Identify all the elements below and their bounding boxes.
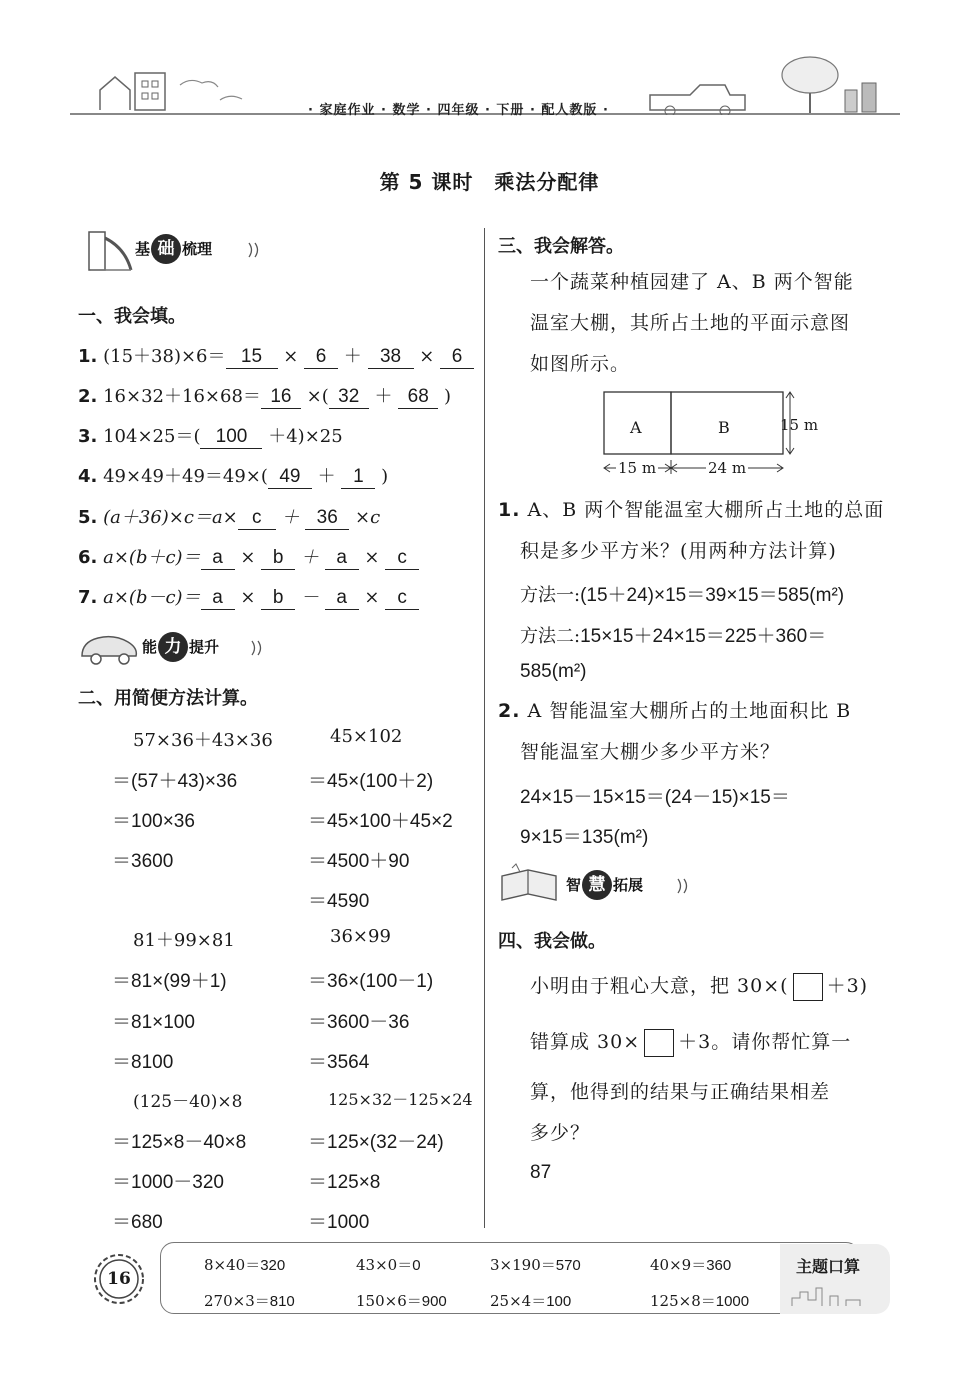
badge-basic-pre: 基 (135, 240, 151, 258)
fill-item-6: 6. a×(b＋c)＝ a × b ＋ a × c (78, 543, 419, 570)
answer-blank[interactable]: c (385, 547, 419, 570)
badge-basic-post: 梳理 (182, 240, 213, 258)
answer-blank[interactable]: 15 (226, 346, 278, 369)
fill-item-4: 4. 49×49＋49＝49×( 49 ＋ 1 ) (78, 466, 389, 487)
calc-step: ＝3600 (112, 851, 174, 872)
answer-blank[interactable]: 49 (268, 466, 312, 489)
fill-item-1: 1. (15＋38)×6＝ 15 × 6 ＋ 38 × 6 (78, 342, 474, 369)
answer-blank[interactable]: 68 (398, 386, 438, 409)
calc-step: ＝45×100＋45×2 (308, 811, 453, 832)
calc-step: ＝4500＋90 (308, 851, 410, 872)
badge-ability-post: 提升 (189, 638, 220, 656)
mental-math-item: 3×190＝570 (490, 1256, 581, 1274)
slide-illustration (85, 228, 135, 274)
calc-step: ＝81×(99＋1) (112, 971, 227, 992)
answer-blank[interactable]: 100 (200, 426, 262, 449)
calc-problem: (125－40)×8 (133, 1092, 243, 1112)
part3-intro-line: 一个蔬菜种植园建了 A、B 两个智能 (530, 271, 854, 293)
calc-step: ＝36×(100－1) (308, 971, 434, 992)
calc-step: ＝125×8－40×8 (112, 1132, 247, 1153)
answer-blank[interactable]: 6 (304, 346, 338, 369)
basic-section-badge (85, 228, 275, 268)
q1-method1: 方法一:(15＋24)×15＝39×15＝585(m²) (520, 585, 845, 606)
q1-method2: 方法二:15×15＋24×15＝225＋360＝ (520, 626, 827, 647)
calc-problem: 57×36＋43×36 (133, 730, 273, 751)
column-divider (484, 228, 485, 1228)
part4-line1: 小明由于粗心大意，把 30×( ＋3) (530, 966, 868, 1007)
badge-ability-big: 力 (158, 632, 188, 662)
mental-math-item: 40×9＝360 (650, 1256, 732, 1274)
mental-math-item: 43×0＝0 (356, 1256, 421, 1274)
part3-intro-line: 如图所示。 (530, 353, 631, 375)
calc-step: ＝1000 (308, 1212, 370, 1233)
answer-blank[interactable]: c (385, 587, 419, 610)
fill-item-5: 5. (a＋36)×c＝a× c ＋ 36 ×c (78, 507, 381, 528)
page-header (70, 55, 900, 135)
car-illustration (78, 628, 140, 668)
mental-math-item: 125×8＝1000 (650, 1292, 750, 1310)
q2-text: 2. A 智能温室大棚所占的土地面积比 B (498, 700, 852, 722)
q2-answer: 9×15＝135(m²) (520, 827, 649, 848)
badge-wisdom-post: 拓展 (613, 876, 644, 894)
part2-heading: 二、用简便方法计算。 (78, 688, 258, 709)
q1-text: 1. A、B 两个智能温室大棚所占土地的总面 (498, 499, 885, 521)
part4-heading: 四、我会做。 (498, 931, 606, 952)
figure-width-b: 24 m (708, 459, 747, 477)
calc-step: ＝45×(100＋2) (308, 771, 434, 792)
part4-line2: 错算成 30× ＋3。请你帮忙算一 (530, 1022, 851, 1063)
ability-section-badge (78, 626, 278, 666)
calc-step: ＝1000－320 (112, 1172, 224, 1193)
part4-answer: 87 (530, 1162, 552, 1183)
answer-blank[interactable]: 16 (261, 386, 301, 409)
answer-blank[interactable]: b (261, 587, 295, 610)
mental-math-item: 270×3＝810 (204, 1292, 295, 1310)
answer-blank[interactable]: a (325, 587, 359, 610)
sound-wave-icon (248, 638, 268, 658)
calc-step: ＝125×(32－24) (308, 1132, 444, 1153)
mental-math-tag: 主题口算 (780, 1244, 890, 1314)
badge-basic-big: 础 (151, 234, 181, 264)
answer-blank[interactable]: 36 (305, 507, 349, 530)
part3-intro-line: 温室大棚，其所占土地的平面示意图 (530, 312, 851, 334)
fill-item-3: 3. 104×25＝( 100 ＋4)×25 (78, 426, 343, 447)
wisdom-section-badge (498, 862, 718, 902)
calc-problem: 45×102 (330, 726, 403, 747)
part3-heading: 三、我会解答。 (498, 236, 624, 257)
answer-blank[interactable]: a (325, 547, 359, 570)
answer-blank[interactable]: a (201, 547, 235, 570)
tree-car-illustration (630, 55, 890, 115)
answer-blank[interactable]: 38 (368, 346, 414, 369)
blank-box[interactable] (644, 1029, 674, 1057)
page-footer (90, 1242, 890, 1322)
answer-blank[interactable]: 32 (329, 386, 369, 409)
figure-width-a: 15 m (618, 459, 657, 477)
badge-wisdom-pre: 智 (566, 876, 582, 894)
badge-ability-pre: 能 (142, 638, 158, 656)
calc-step: ＝81×100 (112, 1012, 195, 1033)
sound-wave-icon (245, 240, 265, 260)
lesson-title: 第 5 课时 乘法分配律 (379, 170, 600, 194)
part4-line4: 多少？ (530, 1122, 591, 1144)
page-number: 16 (107, 1269, 131, 1289)
fill-item-7: 7. a×(b－c)＝ a × b － a × c (78, 583, 419, 610)
part1-heading: 一、我会填。 (78, 306, 186, 327)
calc-step: ＝3600－36 (308, 1012, 410, 1033)
answer-blank[interactable]: 6 (440, 346, 474, 369)
q1-text: 积是多少平方米？(用两种方法计算) (520, 540, 837, 562)
calc-step: ＝3564 (308, 1052, 370, 1073)
city-skyline-icon (790, 1284, 880, 1308)
badge-wisdom-big: 慧 (582, 870, 612, 900)
answer-blank[interactable]: c (238, 507, 276, 530)
mental-math-item: 150×6＝900 (356, 1292, 447, 1310)
answer-blank[interactable]: b (261, 547, 295, 570)
part4-line3: 算，他得到的结果与正确结果相差 (530, 1081, 831, 1103)
calc-step: ＝(57＋43)×36 (112, 771, 238, 792)
calc-step: ＝4590 (308, 891, 370, 912)
figure-height-label: 15 m (780, 416, 819, 434)
sound-wave-icon (674, 876, 694, 896)
book-illustration (498, 862, 560, 906)
fill-item-2: 2. 16×32＋16×68＝ 16 ×( 32 ＋ 68 ) (78, 386, 451, 407)
calc-step: ＝680 (112, 1212, 163, 1233)
calc-step: ＝8100 (112, 1052, 174, 1073)
calc-step: ＝100×36 (112, 811, 195, 832)
q1-method2-cont: 585(m²) (520, 661, 587, 682)
mental-math-item: 25×4＝100 (490, 1292, 572, 1310)
blank-box[interactable] (793, 973, 823, 1001)
q2-text: 智能温室大棚少多少平方米？ (520, 741, 781, 763)
answer-blank[interactable]: a (201, 587, 235, 610)
figure-label-a: A (630, 418, 642, 437)
calc-step: ＝125×8 (308, 1172, 381, 1193)
figure-label-b: B (718, 418, 730, 437)
mental-math-item: 8×40＝320 (204, 1256, 286, 1274)
calc-problem: 81＋99×81 (133, 930, 235, 951)
calc-problem: 36×99 (330, 926, 391, 947)
q2-answer: 24×15－15×15＝(24－15)×15＝ (520, 787, 790, 808)
house-illustration (90, 55, 290, 115)
answer-blank[interactable]: 1 (341, 466, 375, 489)
series-title: · 家庭作业 · 数学 · 四年级 · 下册 · 配人教版 · (308, 103, 609, 118)
calc-problem: 125×32－125×24 (328, 1090, 473, 1109)
